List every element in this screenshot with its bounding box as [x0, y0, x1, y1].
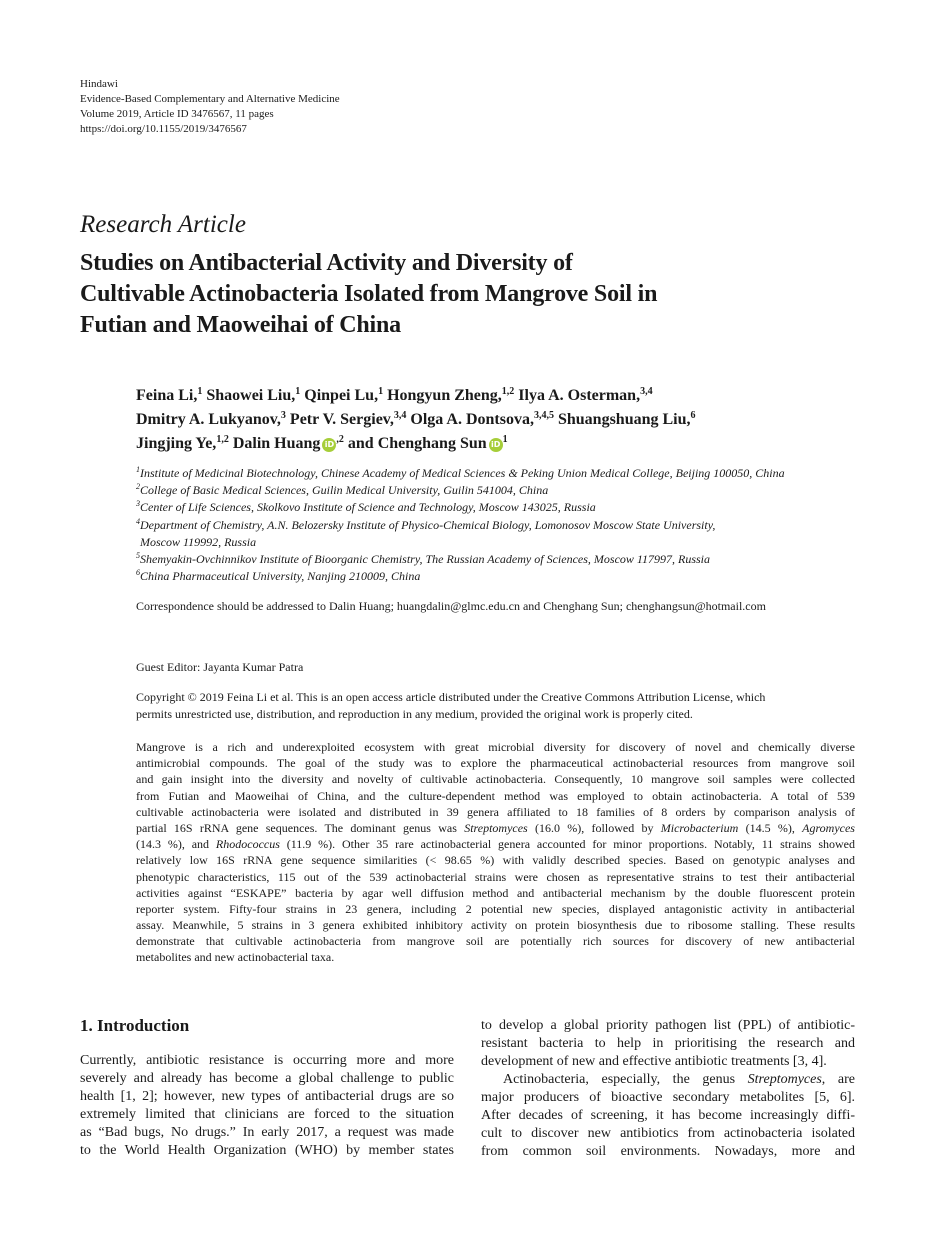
body-line: development of new and effective antibiotic treatments [3, 4]. [481, 1054, 827, 1069]
abstract-line: reporter system. Fifty-four strains in 23 genera, including 2 potential new species, displayed antagonistic activity in antibacterial [136, 901, 855, 916]
body-line: extremely limited that clinicians are forced to the situation [80, 1107, 454, 1122]
body-text: Actinobacteria, especially, the genus [503, 1072, 748, 1087]
copyright-notice [136, 689, 856, 722]
affiliation-item [136, 499, 856, 516]
abstract-line [136, 820, 855, 836]
abstract-line: Mangrove is a rich and underexploited ecosystem with great microbial diversity for discovery of novel and chemically diverse [136, 740, 855, 754]
abstract-line: antimicrobial compounds. The goal of the study was to explore the pharmaceutical actinobacterial resources from mangrove soil [136, 756, 855, 771]
affiliation-text: China Pharmaceutical University, Nanjing 210009, China [140, 569, 421, 584]
genus-name: Streptomyces [464, 820, 528, 835]
body-line: to the World Health Organization (WHO) by member states [80, 1143, 454, 1158]
author-line [136, 384, 836, 408]
affiliation-text: Department of Chemistry, A.N. Belozersky Institute of Physico-Chemical Biology, Lomonosov Moscow State University, [140, 517, 716, 532]
journal-name: Evidence-Based Complementary and Alternative Medicine [80, 93, 340, 105]
affiliation-item [136, 568, 856, 585]
author-list [136, 384, 836, 456]
doi-link[interactable]: https://doi.org/10.1155/2019/3476567 [80, 123, 247, 135]
abstract-line: metabolites and new actinobacterial taxa. [136, 950, 335, 965]
copyright-line: permits unrestricted use, distribution, and reproduction in any medium, provided the original work is properly cited. [136, 706, 693, 721]
affiliation-sup: 5 [136, 551, 140, 561]
abstract-line: demonstrate that cultivable actinobacteria from mangrove soil are potentially rich sources for discovery of new antibacterial [136, 934, 855, 949]
affiliation-continuation: Moscow 119992, Russia [140, 534, 257, 549]
affiliation-item [136, 465, 856, 482]
orcid-icon[interactable]: iD [322, 438, 336, 452]
abstract-text: (16.0 %), followed by [527, 820, 661, 835]
affiliation-sup: 6 [136, 568, 140, 578]
copyright-line: Copyright © 2019 Feina Li et al. This is an open access article distributed under the Creative Commons Attribution License, which [136, 690, 766, 704]
author-name[interactable]: Shaowei Liu, [206, 387, 296, 404]
article-title [80, 248, 840, 341]
author-name[interactable]: Shuangshuang Liu, [557, 411, 691, 428]
correspondence-note: Correspondence should be addressed to Dalin Huang; huangdalin@glmc.edu.cn and Chenghang Sun; chenghangsun@hotmail.com [136, 599, 766, 613]
author-affil-sup: 1 [197, 386, 203, 397]
affiliation-item [136, 482, 856, 499]
abstract-line: cultivable actinobacteria were isolated and distributed in 39 genera affiliated to 18 families of 8 orders by comparison analysis of [136, 804, 855, 819]
title-line: Studies on Antibacterial Activity and Diversity of [80, 250, 573, 276]
affiliation-text: Institute of Medicinal Biotechnology, Chinese Academy of Medical Sciences & Peking Union Medical College, Beijing 100050, China [140, 466, 785, 480]
volume-info: Volume 2019, Article ID 3476567, 11 pages [80, 108, 274, 120]
author-affil-sup: 1 [378, 386, 384, 397]
guest-editor: Guest Editor: Jayanta Kumar Patra [136, 660, 304, 674]
abstract-line: activities against “ESKAPE” bacteria by agar well diffusion method and antibacterial mechanism by the double fluorescent protein [136, 885, 855, 900]
body-text: , are [821, 1072, 855, 1087]
author-affil-sup: 1,2 [501, 386, 515, 397]
body-line: major producers of bioactive secondary metabolites [5, 6]. [481, 1090, 855, 1105]
author-name[interactable]: and Chenghang Sun [347, 435, 487, 452]
body-line: health [1, 2]; however, new types of antibacterial drugs are so [80, 1089, 454, 1104]
abstract-text: (14.3 %), and [136, 837, 216, 852]
author-affil-sup: 1 [502, 434, 508, 445]
affiliation-text: Shemyakin-Ovchinnikov Institute of Bioorganic Chemistry, The Russian Academy of Sciences, Moscow 117997, Russia [140, 552, 711, 567]
affiliation-text: College of Basic Medical Sciences, Guilin Medical University, Guilin 541004, China [140, 483, 549, 498]
affiliation-sup: 2 [136, 482, 140, 492]
abstract-line: and gain insight into the diversity and novelty of cultivable actinobacteria. Consequently, 10 mangrove soil samples were collected [136, 772, 855, 787]
affiliation-item [136, 517, 856, 534]
affiliation-sup: 3 [136, 499, 140, 509]
body-line: as “Bad bugs, No drugs.” In early 2017, a request was made [80, 1125, 454, 1140]
author-name[interactable]: Qinpei Lu, [304, 387, 379, 404]
body-line: from common soil environments. Nowadays, more and [481, 1144, 855, 1159]
abstract-text: (11.9 %). Other 35 rare actinobacterial genera accounted for minor proportions. Notably, 11 strains showed [279, 837, 855, 852]
publisher-name: Hindawi [80, 78, 118, 90]
author-name[interactable]: Dalin Huang [232, 435, 321, 452]
author-line [136, 408, 836, 432]
author-name[interactable]: Jingjing Ye, [136, 435, 217, 452]
author-affil-sup: 1 [295, 386, 301, 397]
author-name[interactable]: Ilya A. Osterman, [518, 387, 641, 404]
author-affil-sup: 1,2 [216, 434, 229, 445]
affiliation-text: Center of Life Sciences, Skolkovo Institute of Science and Technology, Moscow 143025, Russia [140, 500, 596, 515]
body-column-left [80, 1052, 454, 1160]
abstract-text: partial 16S rRNA gene sequences. The dominant genus was [136, 820, 465, 835]
orcid-icon[interactable]: iD [489, 438, 503, 452]
genus-name: Agromyces [802, 820, 855, 835]
author-line [136, 432, 836, 456]
abstract-line [136, 836, 855, 852]
abstract-text: (14.5 %), [738, 820, 803, 835]
abstract-line: phenotypic characteristics, 115 out of the 539 actinobacterial strains were chosen as representative strains to test their antibacterial [136, 869, 855, 884]
author-affil-sup: 3,4,5 [533, 410, 554, 421]
abstract-line: from Futian and Maoweihai of China, and the culture-dependent method was employed to obtain actinobacteria. A total of 539 [136, 788, 855, 803]
affiliation-item [136, 551, 856, 568]
author-name[interactable]: Dmitry A. Lukyanov, [136, 411, 281, 428]
affiliation-list [136, 465, 856, 585]
affiliation-sup: 4 [136, 516, 140, 526]
abstract [136, 739, 855, 966]
section-heading: 1. Introduction [80, 1016, 190, 1035]
journal-header [80, 77, 340, 137]
abstract-line: relatively low 16S rRNA gene sequence similarities (< 98.65 %) with validly described species. Based on genotypic analyses and [136, 853, 855, 868]
genus-name: Microbacterium [660, 820, 739, 835]
body-line: Currently, antibiotic resistance is occurring more and more [80, 1053, 454, 1068]
author-name[interactable]: Hongyun Zheng, [387, 387, 502, 404]
author-affil-sup: 6 [690, 410, 696, 421]
author-name[interactable]: Olga A. Dontsova, [410, 411, 534, 428]
author-name[interactable]: Feina Li, [136, 387, 198, 404]
genus-name: Streptomyces [747, 1072, 822, 1087]
article-type: Research Article [80, 211, 246, 238]
body-line: to develop a global priority pathogen list (PPL) of antibiotic- [481, 1018, 855, 1033]
author-affil-sup: ,2 [336, 434, 344, 445]
affiliation-sup: 1 [136, 465, 140, 474]
author-affil-sup: 3,4 [640, 386, 653, 397]
author-affil-sup: 3,4 [393, 410, 407, 421]
author-affil-sup: 3 [280, 410, 286, 421]
title-line: Cultivable Actinobacteria Isolated from Mangrove Soil in [80, 281, 658, 307]
genus-name: Rhodococcus [215, 837, 280, 852]
body-line [481, 1071, 855, 1089]
body-line: cult to discover new antibiotics from actinobacteria isolated [481, 1126, 855, 1141]
body-line: severely and already has become a global challenge to public [80, 1071, 454, 1086]
body-column-right [481, 1017, 855, 1161]
abstract-line: assay. Meanwhile, 5 strains in 3 genera exhibited inhibitory activity on protein biosynthesis due to ribosome stalling. These results [136, 918, 855, 933]
body-line: resistant bacteria to help in prioritising the research and [481, 1036, 855, 1051]
body-line: After decades of screening, it has become increasingly diffi- [481, 1108, 855, 1123]
author-name[interactable]: Petr V. Sergiev, [289, 411, 394, 428]
title-line: Futian and Maoweihai of China [80, 312, 401, 338]
